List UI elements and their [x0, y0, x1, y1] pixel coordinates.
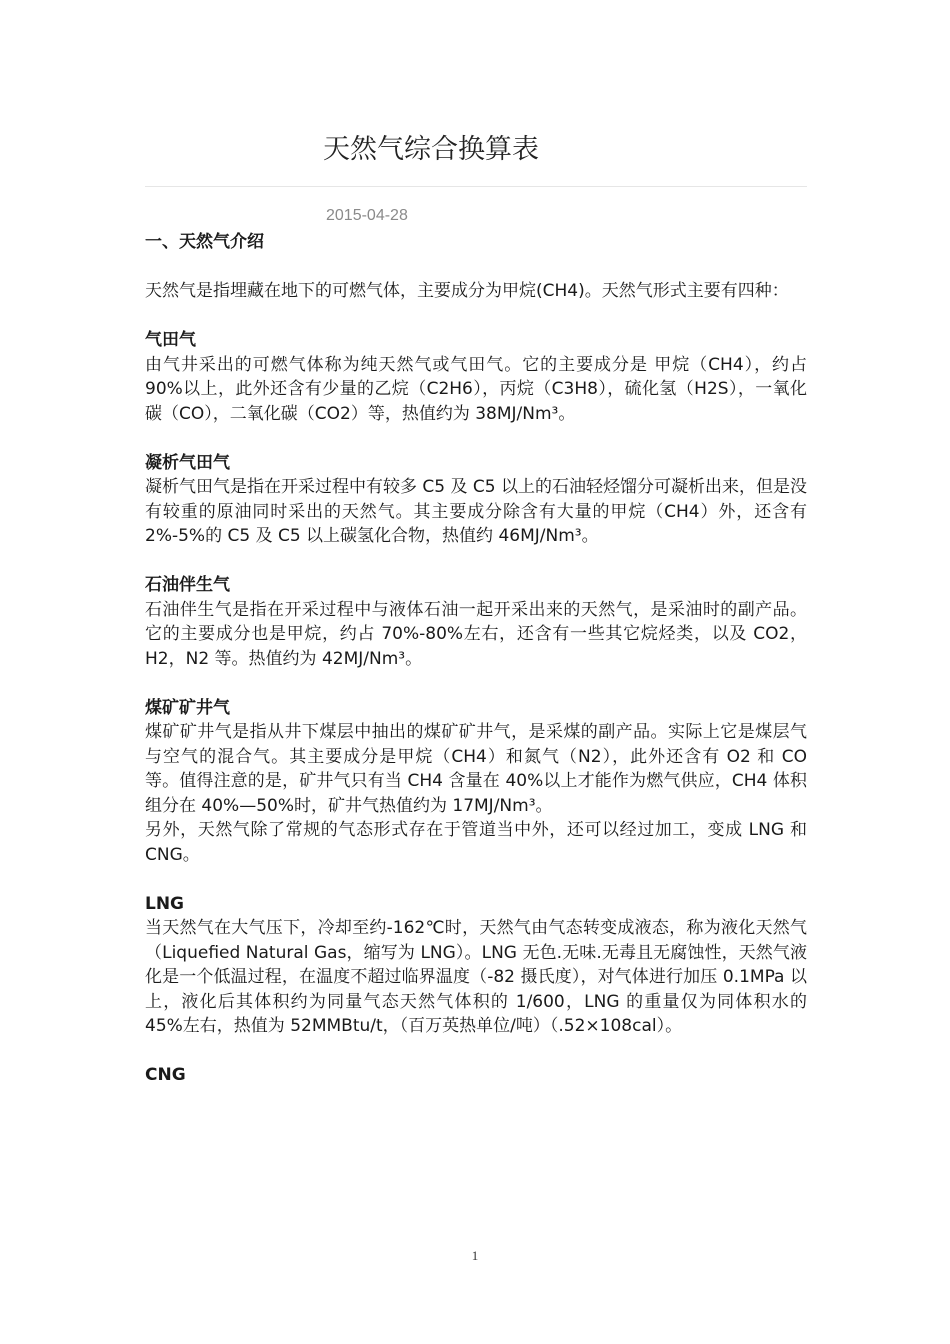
page-number: 1 [471, 1248, 479, 1263]
title-divider [145, 186, 807, 187]
subheading-condensate-gas: 凝析气田气 [145, 452, 230, 473]
paragraph-condensate-gas: 凝析气田气是指在开采过程中有较多 C5 及 C5 以上的石油轻烃馏分可凝析出来，但是没有较重的原油同时采出的天然气。其主要成分除含有大量的甲烷（CH4）外，还含有 2%-5%的 C5 及 C5 以上碳氢化合物，热值约 46MJ/Nm³。 [145, 477, 807, 546]
subheading-gas-field: 气田气 [145, 330, 196, 350]
paragraph-gas-field: 由气井采出的可燃气体称为纯天然气或气田气。它的主要成分是 甲烷（CH4），约占 90%以上，此外还含有少量的乙烷（C2H6），丙烷（C3H8），硫化氢（H2S），一氧化碳（CO），二氧化碳（CO2）等，热值约为 38MJ/Nm³。 [145, 354, 807, 424]
publish-date: 2015-04-28 [326, 207, 408, 224]
intro-paragraph: 天然气是指埋藏在地下的可燃气体，主要成分为甲烷(CH4)。天然气形式主要有四种： [145, 281, 789, 301]
paragraph-lng-cng-note: 另外，天然气除了常规的气态形式存在于管道当中外，还可以经过加工，变成 LNG 和 CNG。 [145, 820, 807, 865]
section-heading: 一、天然气介绍 [145, 232, 264, 252]
subheading-lng: LNG [145, 893, 185, 914]
paragraph-lng: 当天然气在大气压下，冷却至约-162℃时，天然气由气态转变成液态，称为液化天然气（Liquefied Natural Gas，缩写为 LNG）。LNG 无色.无味.无毒且无腐蚀性，天然气液化是一个低温过程，在温度不超过临界温度（-82 摄氏度），对气体进行加压 0.1MPa 以上，液化后其体积约为同量气态天然气体积的 1/600，LNG 的重量仅为同体积水的 45%左右，热值为 52MMBtu/t，（百万英热单位/吨）（.52×108cal）。 [145, 918, 807, 1036]
article-body [145, 230, 807, 1088]
subheading-cng: CNG [145, 1065, 186, 1085]
paragraph-coal-mine-gas: 煤矿矿井气是指从井下煤层中抽出的煤矿矿井气，是采煤的副产品。实际上它是煤层气与空气的混合气。其主要成分是甲烷（CH4）和氮气（N2），此外还含有 O2 和 CO 等。值得注意的是，矿井气只有当 CH4 含量在 40%以上才能作为燃气供应，CH4 体积组分在 40%—50%时，矿井气热值约为 17MJ/Nm³。 [145, 722, 807, 816]
page-title: 天然气综合换算表 [323, 134, 539, 165]
subheading-associated-gas: 石油伴生气 [145, 575, 230, 595]
subheading-coal-mine-gas: 煤矿矿井气 [145, 697, 230, 718]
paragraph-associated-gas: 石油伴生气是指在开采过程中与液体石油一起开采出来的天然气，是采油时的副产品。它的主要成分也是甲烷，约占 70%-80%左右，还含有一些其它烷烃类，以及 CO2，H2，N2 等。热值约为 42MJ/Nm³。 [145, 599, 807, 669]
